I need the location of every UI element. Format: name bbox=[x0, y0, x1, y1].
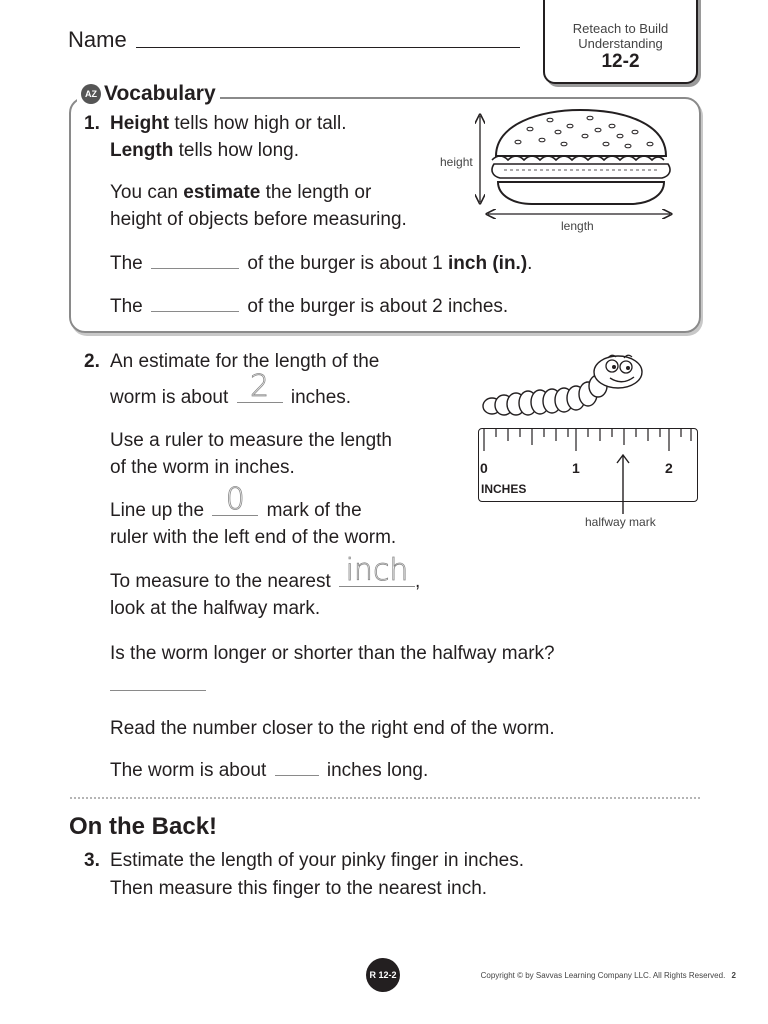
name-line[interactable] bbox=[136, 47, 520, 48]
answer-blank-height[interactable] bbox=[151, 250, 239, 269]
page-code: R 12-2 bbox=[369, 970, 397, 980]
q2-line-2-pre: worm is about bbox=[110, 387, 229, 408]
ruler-label-1: 1 bbox=[572, 460, 580, 476]
sentence-2-pre: The bbox=[110, 296, 143, 317]
item-number-2: 2. bbox=[84, 351, 100, 372]
lesson-tab bbox=[543, 0, 698, 84]
burger-illustration bbox=[430, 104, 690, 240]
vocabulary-title: Vocabulary bbox=[104, 82, 216, 105]
q2-line-3: Use a ruler to measure the length bbox=[110, 430, 392, 451]
q2-line-7-post: , bbox=[415, 571, 421, 592]
az-badge-icon bbox=[81, 84, 101, 104]
q2-line-4: of the worm in inches. bbox=[110, 457, 295, 478]
burger-length-label: length bbox=[561, 219, 594, 233]
q2-line-10: Read the number closer to the right end of the worm. bbox=[110, 718, 555, 739]
traced-2: 2 bbox=[250, 369, 270, 404]
q2-line-8: look at the halfway mark. bbox=[110, 598, 321, 619]
q2-line-2-post: inches. bbox=[290, 387, 352, 408]
item-number-3: 3. bbox=[84, 850, 100, 871]
section-divider bbox=[70, 797, 700, 799]
q2-line-11-pre: The worm is about bbox=[110, 760, 267, 781]
page-number: 2 bbox=[731, 971, 736, 980]
sentence-2-post: of the burger is about 2 inches. bbox=[247, 296, 509, 317]
estimate-post: the length or bbox=[260, 182, 372, 203]
q2-line-7-pre: To measure to the nearest bbox=[110, 571, 331, 592]
halfway-arrow bbox=[616, 454, 630, 516]
q2-line-9: Is the worm longer or shorter than the halfway mark? bbox=[110, 643, 555, 664]
page-code-badge bbox=[366, 958, 400, 992]
q3-line-1: Estimate the length of your pinky finger in inches. bbox=[110, 850, 525, 871]
burger-height-label: height bbox=[440, 155, 473, 169]
on-the-back-title: On the Back! bbox=[69, 813, 218, 840]
estimate-pre: You can bbox=[110, 182, 184, 203]
inch-answer bbox=[339, 553, 415, 588]
worm-illustration bbox=[480, 350, 650, 422]
q2-line-5-post: mark of the bbox=[266, 500, 362, 521]
copyright-text: Copyright © by Savvas Learning Company LLC. All Rights Reserved. bbox=[480, 971, 726, 980]
estimate-term: estimate bbox=[183, 182, 261, 203]
length-definition bbox=[110, 137, 299, 165]
traced-inch: inch bbox=[345, 553, 409, 588]
copyright-line bbox=[481, 971, 736, 980]
q2-line-1: An estimate for the length of the bbox=[110, 351, 380, 372]
q2-line-11 bbox=[110, 757, 428, 785]
tab-line-2: Understanding bbox=[578, 36, 663, 51]
q2-line-7 bbox=[110, 553, 421, 596]
az-badge-text: AZ bbox=[85, 89, 97, 99]
sentence-1-end: . bbox=[527, 253, 533, 274]
sentence-1-mid: of the burger is about 1 bbox=[247, 253, 448, 274]
estimate-sentence-line-2: height of objects before measuring. bbox=[110, 209, 407, 230]
q2-line-5-pre: Line up the bbox=[110, 500, 205, 521]
height-term: Height bbox=[110, 113, 170, 134]
q3-line-2: Then measure this finger to the nearest inch. bbox=[110, 878, 488, 899]
estimate-sentence bbox=[110, 179, 371, 207]
q2-line-11-post: inches long. bbox=[326, 760, 429, 781]
ruler-label-2: 2 bbox=[665, 460, 673, 476]
name-label: Name bbox=[68, 27, 127, 52]
burger-height-sentence bbox=[110, 250, 532, 278]
tab-line-1: Reteach to Build bbox=[572, 21, 669, 36]
height-definition bbox=[110, 110, 347, 138]
sentence-1-pre: The bbox=[110, 253, 143, 274]
ruler-unit-label: INCHES bbox=[481, 482, 527, 496]
inch-ruler bbox=[478, 428, 698, 502]
q2-line-6: ruler with the left end of the worm. bbox=[110, 527, 397, 548]
height-definition-text: tells how high or tall. bbox=[169, 113, 347, 134]
answer-blank-longer-shorter[interactable] bbox=[110, 690, 206, 691]
item-number-1: 1. bbox=[84, 113, 100, 134]
halfway-mark-label: halfway mark bbox=[585, 515, 656, 529]
q2-line-2 bbox=[110, 369, 352, 412]
answer-blank-length[interactable] bbox=[151, 293, 239, 312]
inch-term: inch (in.) bbox=[448, 253, 528, 274]
vocabulary-heading bbox=[77, 80, 220, 108]
q2-line-5 bbox=[110, 482, 362, 525]
length-term: Length bbox=[110, 140, 174, 161]
length-definition-text: tells how long. bbox=[173, 140, 300, 161]
ruler-label-0: 0 bbox=[480, 460, 488, 476]
ruler-ticks bbox=[479, 429, 697, 459]
zero-mark-answer bbox=[212, 482, 258, 517]
traced-0: 0 bbox=[225, 482, 245, 517]
estimate-answer bbox=[237, 369, 283, 404]
answer-blank-worm-length[interactable] bbox=[275, 757, 319, 776]
lesson-code: 12-2 bbox=[601, 51, 640, 72]
burger-length-sentence bbox=[110, 293, 508, 321]
